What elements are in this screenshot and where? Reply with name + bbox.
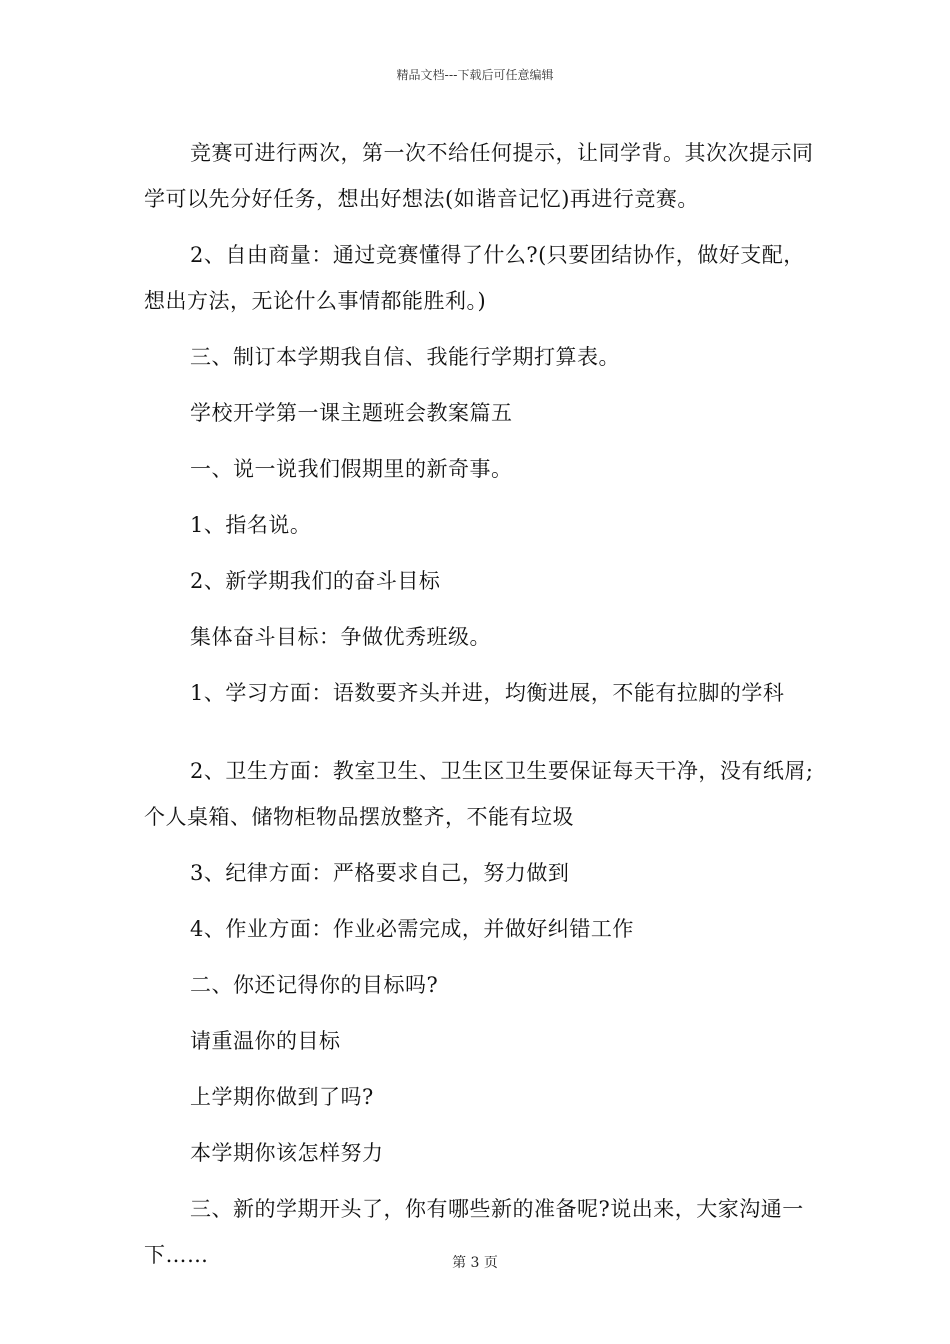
paragraph-plan-table: 三、制订本学期我自信、我能行学期打算表。 xyxy=(190,345,620,369)
paragraph-review-goal: 请重温你的目标 xyxy=(190,1029,341,1053)
paragraph-remember-goal: 二、你还记得你的目标吗? xyxy=(190,973,439,997)
paragraph-holiday-stories: 一、说一说我们假期里的新奇事。 xyxy=(190,457,513,481)
document-body xyxy=(144,130,824,1278)
page-number: 第 3 页 xyxy=(452,1255,498,1271)
paragraph-study-goal: 1、学习方面：语数要齐头并进，均衡进展，不能有拉脚的学科 xyxy=(190,681,785,705)
page-header: 精品文档---下载后可任意编辑 xyxy=(396,68,554,82)
paragraph-this-term: 本学期你该怎样努力 xyxy=(190,1141,384,1165)
paragraph-last-term: 上学期你做到了吗? xyxy=(190,1085,374,1109)
paragraph-new-preparations: 三、新的学期开头了，你有哪些新的准备呢?说出来，大家沟通一下…… xyxy=(144,1197,804,1267)
paragraph-discussion: 2、自由商量：通过竞赛懂得了什么?(只要团结协作，做好支配，想出方法，无论什么事情都能胜利。) xyxy=(144,243,805,313)
paragraph-collective-goal: 集体奋斗目标：争做优秀班级。 xyxy=(190,625,491,649)
paragraph-named-speaking: 1、指名说。 xyxy=(190,513,312,537)
paragraph-new-goals: 2、新学期我们的奋斗目标 xyxy=(190,569,441,593)
paragraph-homework-goal: 4、作业方面：作业必需完成，并做好纠错工作 xyxy=(190,917,634,941)
section-title: 学校开学第一课主题班会教案篇五 xyxy=(190,401,513,425)
paragraph-hygiene-goal: 2、卫生方面：教室卫生、卫生区卫生要保证每天干净，没有纸屑;个人桌箱、储物柜物品摆放整齐，不能有垃圾 xyxy=(144,759,814,829)
paragraph-contest: 竞赛可进行两次，第一次不给任何提示，让同学背。其次次提示同学可以先分好任务，想出好想法(如谐音记忆)再进行竞赛。 xyxy=(144,141,814,211)
paragraph-discipline-goal: 3、纪律方面：严格要求自己，努力做到 xyxy=(190,861,570,885)
